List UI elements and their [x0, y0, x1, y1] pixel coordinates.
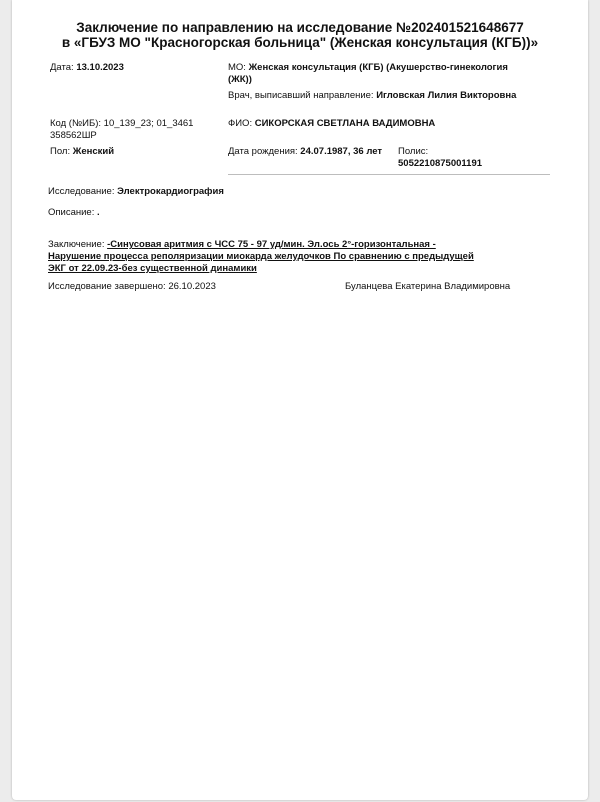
signer-name: Буланцева Екатерина Владимировна — [345, 281, 511, 292]
fio-label: ФИО: — [228, 118, 253, 129]
document-page — [12, 0, 588, 800]
date-value: 13.10.2023 — [76, 62, 124, 73]
code-label: Код (№ИБ): — [50, 118, 102, 129]
description-field — [48, 207, 548, 219]
study-value: Электрокардиография — [117, 186, 224, 197]
doctor-field — [228, 90, 518, 102]
mo-value: Женская консультация (КГБ) (Акушерство-гинекология (ЖК)) — [228, 62, 508, 85]
study-label: Исследование: — [48, 186, 115, 197]
date-field — [50, 62, 210, 74]
code-field — [50, 118, 220, 142]
sex-label: Пол: — [50, 146, 71, 157]
conclusion-line-2: Нарушение процесса реполяризации миокарда желудочков По сравнению с предыдущей — [48, 251, 474, 262]
completed-label: Исследование завершено: — [48, 281, 166, 292]
policy-label: Полис: — [398, 146, 429, 157]
sex-value: Женский — [72, 146, 115, 157]
conclusion-field — [48, 239, 568, 275]
mo-label: МО: — [228, 62, 246, 73]
document-title — [12, 20, 588, 50]
doctor-value: Игловская Лилия Викторовна — [376, 90, 517, 101]
fio-value: СИКОРСКАЯ СВЕТЛАНА ВАДИМОВНА — [254, 118, 436, 129]
doctor-label: Врач, выписавший направление: — [228, 90, 374, 101]
policy-field — [398, 146, 538, 170]
conclusion-line-3: ЭКГ от 22.09.23-без существенной динамики — [48, 263, 257, 274]
birth-value: 24.07.1987, 36 лет — [300, 146, 383, 157]
fio-field — [228, 118, 548, 130]
header-divider — [228, 174, 550, 175]
birth-field — [228, 146, 392, 158]
conclusion-row-1 — [48, 239, 568, 251]
mo-field — [228, 62, 518, 86]
completed-field — [48, 281, 308, 293]
conclusion-label: Заключение: — [48, 239, 105, 250]
title-line-1: Заключение по направлению на исследование №202401521648677 — [76, 20, 524, 35]
conclusion-line-1: -Синусовая аритмия с ЧСС 75 - 97 уд/мин. Эл.ось 2°-горизонтальная - — [107, 239, 436, 250]
date-label: Дата: — [50, 62, 74, 73]
birth-label: Дата рождения: — [228, 146, 298, 157]
title-line-2: в «ГБУЗ МО "Красногорская больница" (Женская консультация (КГБ))» — [61, 35, 539, 50]
study-field — [48, 186, 548, 198]
description-label: Описание: — [48, 207, 95, 218]
completed-value: 26.10.2023 — [168, 281, 216, 292]
sex-field — [50, 146, 210, 158]
policy-value: 5052210875001191 — [398, 158, 483, 169]
description-value: . — [97, 207, 100, 218]
code-value: 10_139_23; 01_3461 358562ШР — [50, 118, 194, 141]
